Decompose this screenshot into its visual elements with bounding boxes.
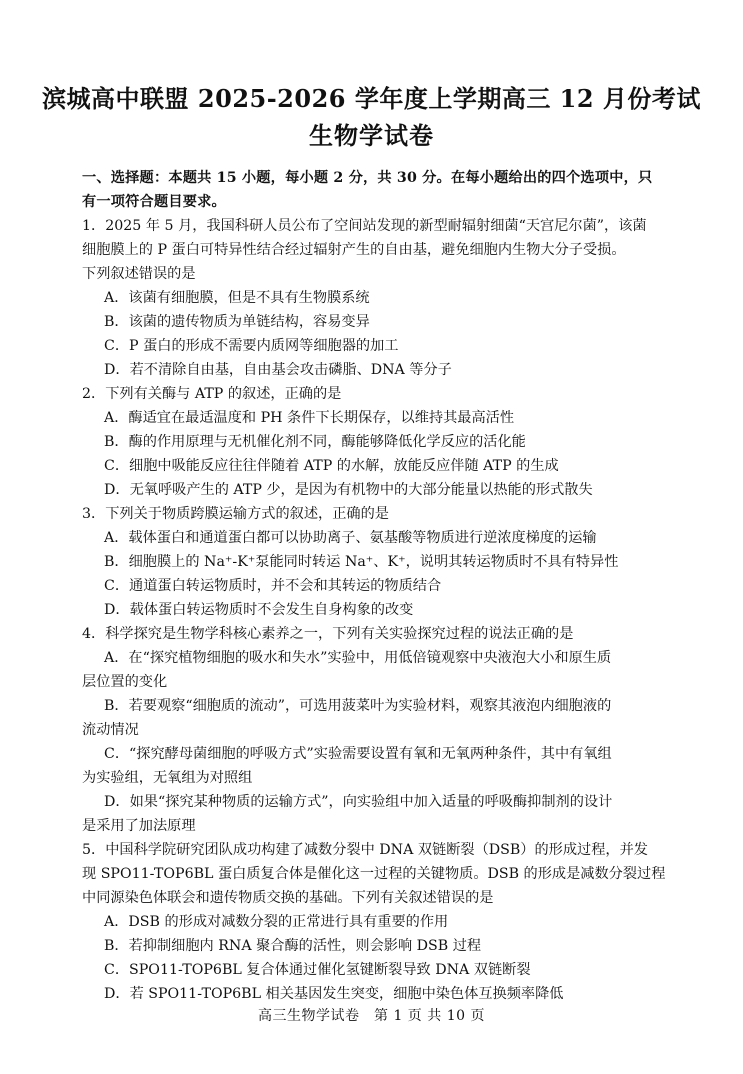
option-d: D．载体蛋白转运物质时不会发生自身构象的改变: [104, 602, 414, 618]
option-b: B．酶的作用原理与无机催化剂不同，酶能够降低化学反应的活化能: [104, 434, 526, 450]
option-d: D．若 SPO11-TOP6BL 相关基因发生突变，细胞中染色体互换频率降低: [104, 986, 564, 1002]
option-b-cont: 流动情况: [82, 722, 139, 738]
question-3: [82, 502, 667, 622]
section-heading-cont: 有一项符合题目要求。: [82, 194, 226, 210]
option-a: A．载体蛋白和通道蛋白都可以协助离子、氨基酸等物质进行逆浓度梯度的运输: [104, 530, 597, 546]
option-a-cont: 层位置的变化: [82, 674, 168, 690]
option-d: D．如果“探究某种物质的运输方式”，向实验组中加入适量的呼吸酶抑制剂的设计: [104, 794, 613, 810]
exam-body: [82, 166, 667, 1006]
section-heading: 一、选择题：本题共 15 小题，每小题 2 分，共 30 分。在每小题给出的四个选项中，只: [82, 170, 653, 186]
option-d-cont: 是采用了加法原理: [82, 818, 196, 834]
option-c: C．细胞中吸能反应往往伴随着 ATP 的水解，放能反应伴随 ATP 的生成: [104, 458, 559, 474]
option-a: A．DSB 的形成对减数分裂的正常进行具有重要的作用: [104, 914, 449, 930]
option-a: A．该菌有细胞膜，但是不具有生物膜系统: [104, 290, 370, 306]
question-stem: 4．科学探究是生物学科核心素养之一，下列有关实验探究过程的说法正确的是: [82, 626, 574, 642]
option-c-cont: 为实验组，无氧组为对照组: [82, 770, 253, 786]
option-b: B．若抑制细胞内 RNA 聚合酶的活性，则会影响 DSB 过程: [104, 938, 482, 954]
option-a: A．酶适宜在最适温度和 PH 条件下长期保存，以维持其最高活性: [104, 410, 515, 426]
question-stem: 3．下列关于物质跨膜运输方式的叙述，正确的是: [82, 506, 389, 522]
question-4: [82, 622, 667, 838]
question-stem: 5．中国科学院研究团队成功构建了减数分裂中 DNA 双链断裂（DSB）的形成过程，并发: [82, 842, 648, 858]
question-stem: 2．下列有关酶与 ATP 的叙述，正确的是: [82, 386, 342, 402]
question-2: [82, 382, 667, 502]
page-footer: 高三生物学试卷 第 1 页 共 10 页: [258, 1008, 485, 1024]
question-stem: 下列叙述错误的是: [82, 266, 196, 282]
option-b: B．细胞膜上的 Na⁺-K⁺泵能同时转运 Na⁺、K⁺，说明其转运物质时不具有特异性: [104, 554, 619, 570]
option-c: C．SPO11-TOP6BL 复合体通过催化氢键断裂导致 DNA 双链断裂: [104, 962, 531, 978]
question-1: [82, 214, 667, 382]
question-5: [82, 838, 667, 1006]
option-c: C．“探究酵母菌细胞的呼吸方式”实验需要设置有氧和无氧两种条件，其中有氧组: [104, 746, 612, 762]
option-b: B．该菌的遗传物质为单链结构，容易变异: [104, 314, 370, 330]
option-c: C．P 蛋白的形成不需要内质网等细胞器的加工: [104, 338, 399, 354]
option-a: A．在“探究植物细胞的吸水和失水”实验中，用低倍镜观察中央液泡大小和原生质: [104, 650, 612, 666]
question-stem: 现 SPO11-TOP6BL 蛋白质复合体是催化这一过程的关键物质。DSB 的形成是减数分裂过程: [82, 866, 666, 882]
option-d: D．若不清除自由基，自由基会攻击磷脂、DNA 等分子: [104, 362, 452, 378]
question-stem: 细胞膜上的 P 蛋白可特异性结合经过辐射产生的自由基，避免细胞内生物大分子受损。: [82, 242, 626, 258]
exam-title: 滨城高中联盟 2025-2026 学年度上学期高三 12 月份考试: [42, 84, 701, 113]
question-stem: 1．2025 年 5 月，我国科研人员公布了空间站发现的新型耐辐射细菌“天宫尼尔菌”，该菌: [82, 218, 647, 234]
question-stem: 中同源染色体联会和遗传物质交换的基础。下列有关叙述错误的是: [82, 890, 494, 906]
option-d: D．无氧呼吸产生的 ATP 少，是因为有机物中的大部分能量以热能的形式散失: [104, 482, 593, 498]
option-c: C．通道蛋白转运物质时，并不会和其转运的物质结合: [104, 578, 442, 594]
option-b: B．若要观察“细胞质的流动”，可选用菠菜叶为实验材料，观察其液泡内细胞液的: [104, 698, 612, 714]
exam-subtitle: 生物学试卷: [309, 121, 434, 150]
